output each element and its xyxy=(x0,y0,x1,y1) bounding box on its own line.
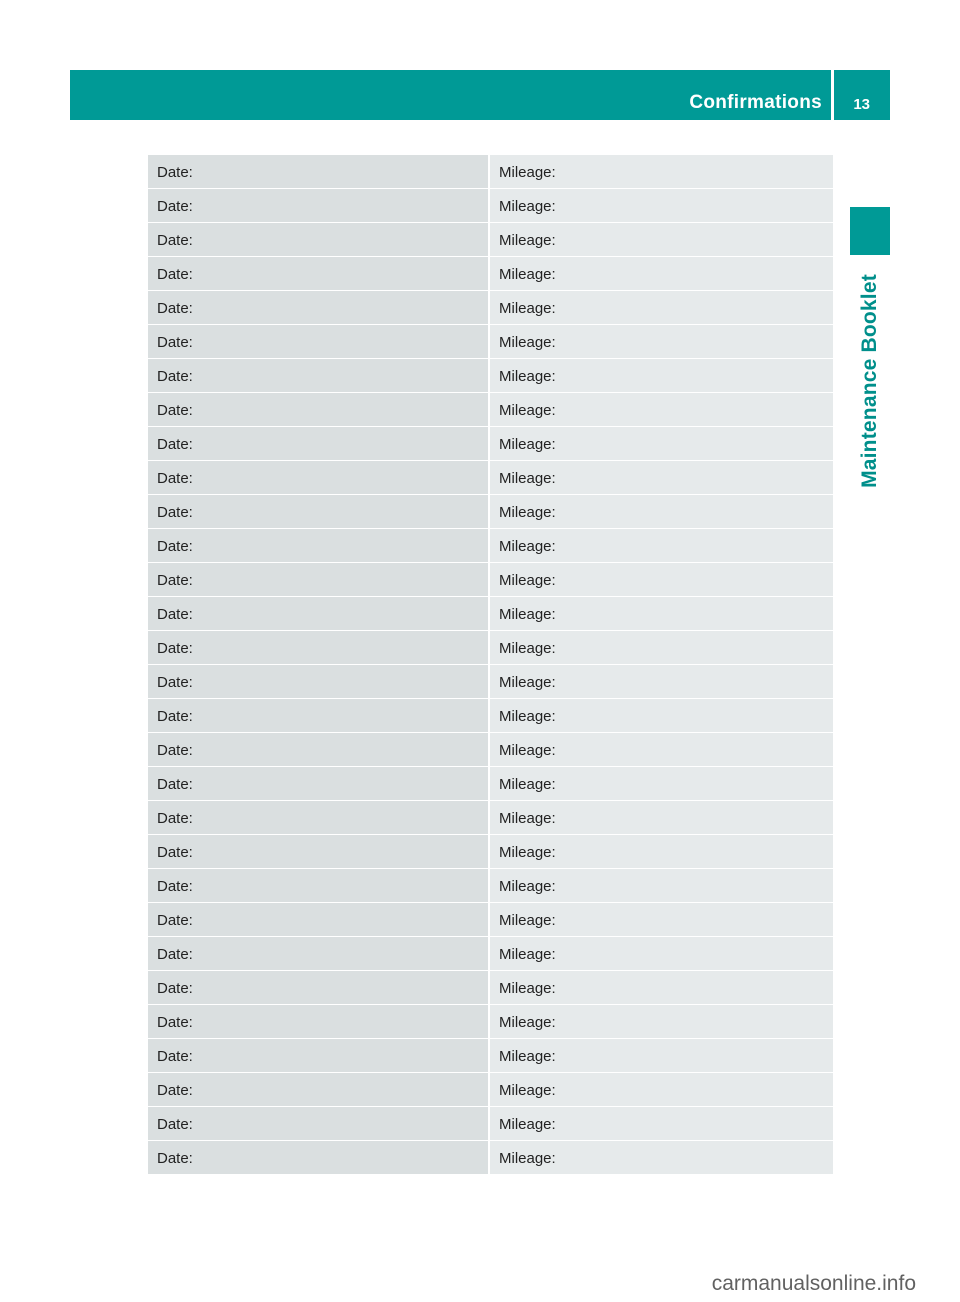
table-row xyxy=(148,1073,833,1107)
date-cell: Date: xyxy=(148,733,490,766)
mileage-cell: Mileage: xyxy=(490,665,833,698)
table-row xyxy=(148,631,833,665)
mileage-cell: Mileage: xyxy=(490,257,833,290)
table-row xyxy=(148,597,833,631)
mileage-cell: Mileage: xyxy=(490,733,833,766)
table-row xyxy=(148,257,833,291)
table-row xyxy=(148,1005,833,1039)
table-row xyxy=(148,903,833,937)
mileage-cell: Mileage: xyxy=(490,835,833,868)
date-cell: Date: xyxy=(148,1005,490,1038)
mileage-cell: Mileage: xyxy=(490,1005,833,1038)
date-cell: Date: xyxy=(148,631,490,664)
mileage-cell: Mileage: xyxy=(490,155,833,188)
table-row xyxy=(148,733,833,767)
date-cell: Date: xyxy=(148,1039,490,1072)
table-row xyxy=(148,937,833,971)
mileage-cell: Mileage: xyxy=(490,291,833,324)
mileage-cell: Mileage: xyxy=(490,223,833,256)
date-cell: Date: xyxy=(148,325,490,358)
mileage-cell: Mileage: xyxy=(490,495,833,528)
mileage-cell: Mileage: xyxy=(490,563,833,596)
section-header-bar xyxy=(70,70,890,120)
date-cell: Date: xyxy=(148,937,490,970)
mileage-cell: Mileage: xyxy=(490,359,833,392)
date-cell: Date: xyxy=(148,461,490,494)
table-row xyxy=(148,155,833,189)
page-number: 13 xyxy=(853,96,870,113)
mileage-cell: Mileage: xyxy=(490,597,833,630)
date-cell: Date: xyxy=(148,189,490,222)
section-title: Confirmations xyxy=(689,92,822,113)
mileage-cell: Mileage: xyxy=(490,189,833,222)
date-cell: Date: xyxy=(148,359,490,392)
table-row xyxy=(148,393,833,427)
mileage-cell: Mileage: xyxy=(490,869,833,902)
date-cell: Date: xyxy=(148,223,490,256)
date-cell: Date: xyxy=(148,1141,490,1174)
date-cell: Date: xyxy=(148,801,490,834)
table-row xyxy=(148,1107,833,1141)
mileage-cell: Mileage: xyxy=(490,1073,833,1106)
mileage-cell: Mileage: xyxy=(490,529,833,562)
table-row xyxy=(148,801,833,835)
mileage-cell: Mileage: xyxy=(490,767,833,800)
mileage-cell: Mileage: xyxy=(490,631,833,664)
table-row xyxy=(148,461,833,495)
date-cell: Date: xyxy=(148,495,490,528)
header-divider xyxy=(831,70,834,120)
date-cell: Date: xyxy=(148,393,490,426)
date-cell: Date: xyxy=(148,903,490,936)
date-cell: Date: xyxy=(148,699,490,732)
confirmation-log-table xyxy=(148,155,833,1175)
side-tab-marker xyxy=(850,207,890,255)
table-row xyxy=(148,495,833,529)
date-cell: Date: xyxy=(148,155,490,188)
table-row xyxy=(148,563,833,597)
table-row xyxy=(148,427,833,461)
date-cell: Date: xyxy=(148,767,490,800)
mileage-cell: Mileage: xyxy=(490,325,833,358)
table-row xyxy=(148,971,833,1005)
table-row xyxy=(148,529,833,563)
date-cell: Date: xyxy=(148,563,490,596)
date-cell: Date: xyxy=(148,291,490,324)
table-row xyxy=(148,1039,833,1073)
table-row xyxy=(148,1141,833,1175)
mileage-cell: Mileage: xyxy=(490,427,833,460)
mileage-cell: Mileage: xyxy=(490,801,833,834)
date-cell: Date: xyxy=(148,835,490,868)
date-cell: Date: xyxy=(148,1073,490,1106)
mileage-cell: Mileage: xyxy=(490,699,833,732)
table-row xyxy=(148,325,833,359)
mileage-cell: Mileage: xyxy=(490,1107,833,1140)
table-row xyxy=(148,699,833,733)
mileage-cell: Mileage: xyxy=(490,971,833,1004)
date-cell: Date: xyxy=(148,257,490,290)
table-row xyxy=(148,359,833,393)
date-cell: Date: xyxy=(148,597,490,630)
date-cell: Date: xyxy=(148,1107,490,1140)
side-section-label: Maintenance Booklet xyxy=(858,274,881,488)
table-row xyxy=(148,767,833,801)
date-cell: Date: xyxy=(148,427,490,460)
table-row xyxy=(148,291,833,325)
mileage-cell: Mileage: xyxy=(490,1039,833,1072)
table-row xyxy=(148,835,833,869)
date-cell: Date: xyxy=(148,665,490,698)
date-cell: Date: xyxy=(148,971,490,1004)
table-row xyxy=(148,665,833,699)
date-cell: Date: xyxy=(148,529,490,562)
table-row xyxy=(148,189,833,223)
mileage-cell: Mileage: xyxy=(490,1141,833,1174)
date-cell: Date: xyxy=(148,869,490,902)
table-row xyxy=(148,223,833,257)
mileage-cell: Mileage: xyxy=(490,903,833,936)
mileage-cell: Mileage: xyxy=(490,393,833,426)
table-row xyxy=(148,869,833,903)
mileage-cell: Mileage: xyxy=(490,461,833,494)
mileage-cell: Mileage: xyxy=(490,937,833,970)
watermark: carmanualsonline.info xyxy=(711,1272,916,1295)
